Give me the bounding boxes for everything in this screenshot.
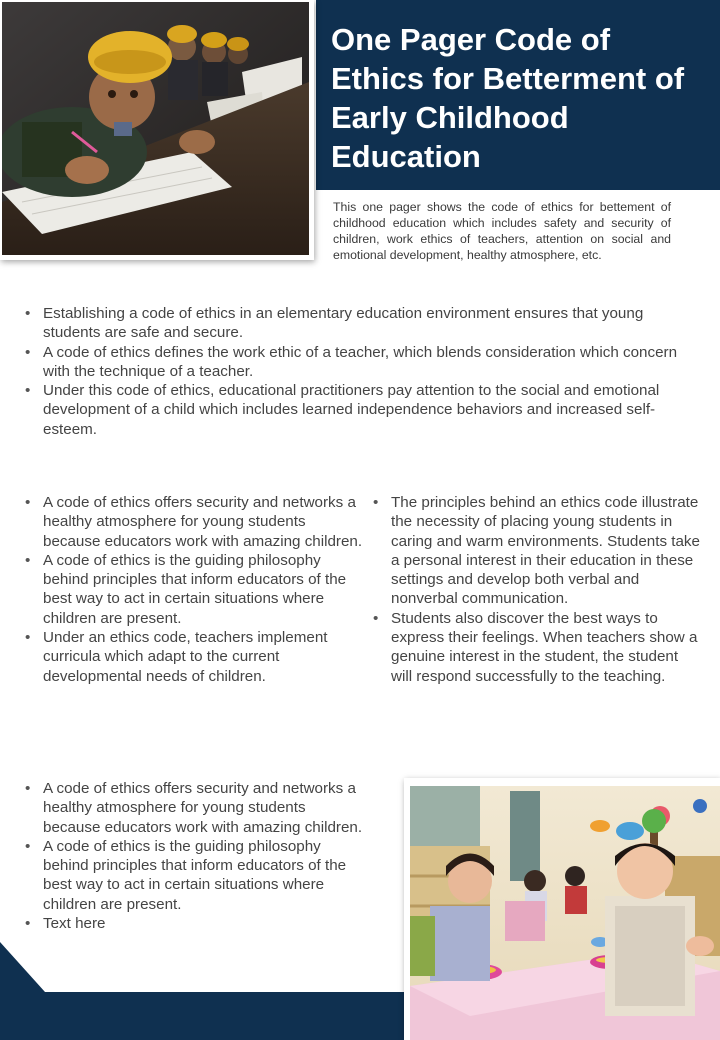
list-item: • A code of ethics offers security and networks a healthy atmosphere for young students because educators work with amazing children. — [43, 493, 365, 551]
intro-text: This one pager shows the code of ethics for bettement of childhood education which includes safety and security of children, work ethics of teachers, attention on social and emotional development, healthy atmosphere, etc. — [333, 200, 671, 262]
list-item: • Text here — [43, 914, 365, 933]
list-item: • A code of ethics defines the work ethic of a teacher, which blends consideration which concern with the technique of a teacher. — [43, 343, 698, 382]
photo-children-eating — [404, 778, 720, 1040]
list-item: • Under an ethics code, teachers implement curricula which adapt to the current developmental needs of children. — [43, 628, 365, 686]
bullet-list-top — [25, 304, 698, 439]
bullet-list-bottom — [25, 779, 365, 933]
photo-child-writing — [0, 0, 314, 260]
list-item: • Establishing a code of ethics in an elementary education environment ensures that young students are safe and secure. — [43, 304, 698, 343]
bullet-list-middle-left — [25, 493, 365, 686]
list-item: • The principles behind an ethics code illustrate the necessity of placing young students in caring and warm environments. Students take a personal interest in their education in these settings and develop both verbal and nonverbal communication. — [391, 493, 701, 609]
list-item: • Students also discover the best ways to express their feelings. When teachers show a genuine interest in the student, the student will respond successfully to the teaching. — [391, 609, 701, 686]
page-title: One Pager Code of Ethics for Betterment of Early Childhood Education — [331, 22, 685, 174]
corner-decoration — [0, 942, 404, 1040]
list-item: • A code of ethics is the guiding philosophy behind principles that inform educators of the best way to act in certain situations where children are present. — [43, 837, 365, 914]
list-item: • A code of ethics offers security and networks a healthy atmosphere for young students because educators work with amazing children. — [43, 779, 365, 837]
bullet-list-middle-right — [373, 493, 701, 686]
list-item: • A code of ethics is the guiding philosophy behind principles that inform educators of the best way to act in certain situations where children are present. — [43, 551, 365, 628]
list-item: • Under this code of ethics, educational practitioners pay attention to the social and emotional development of a child which includes learned independence behaviors and increased self-esteem. — [43, 381, 698, 439]
